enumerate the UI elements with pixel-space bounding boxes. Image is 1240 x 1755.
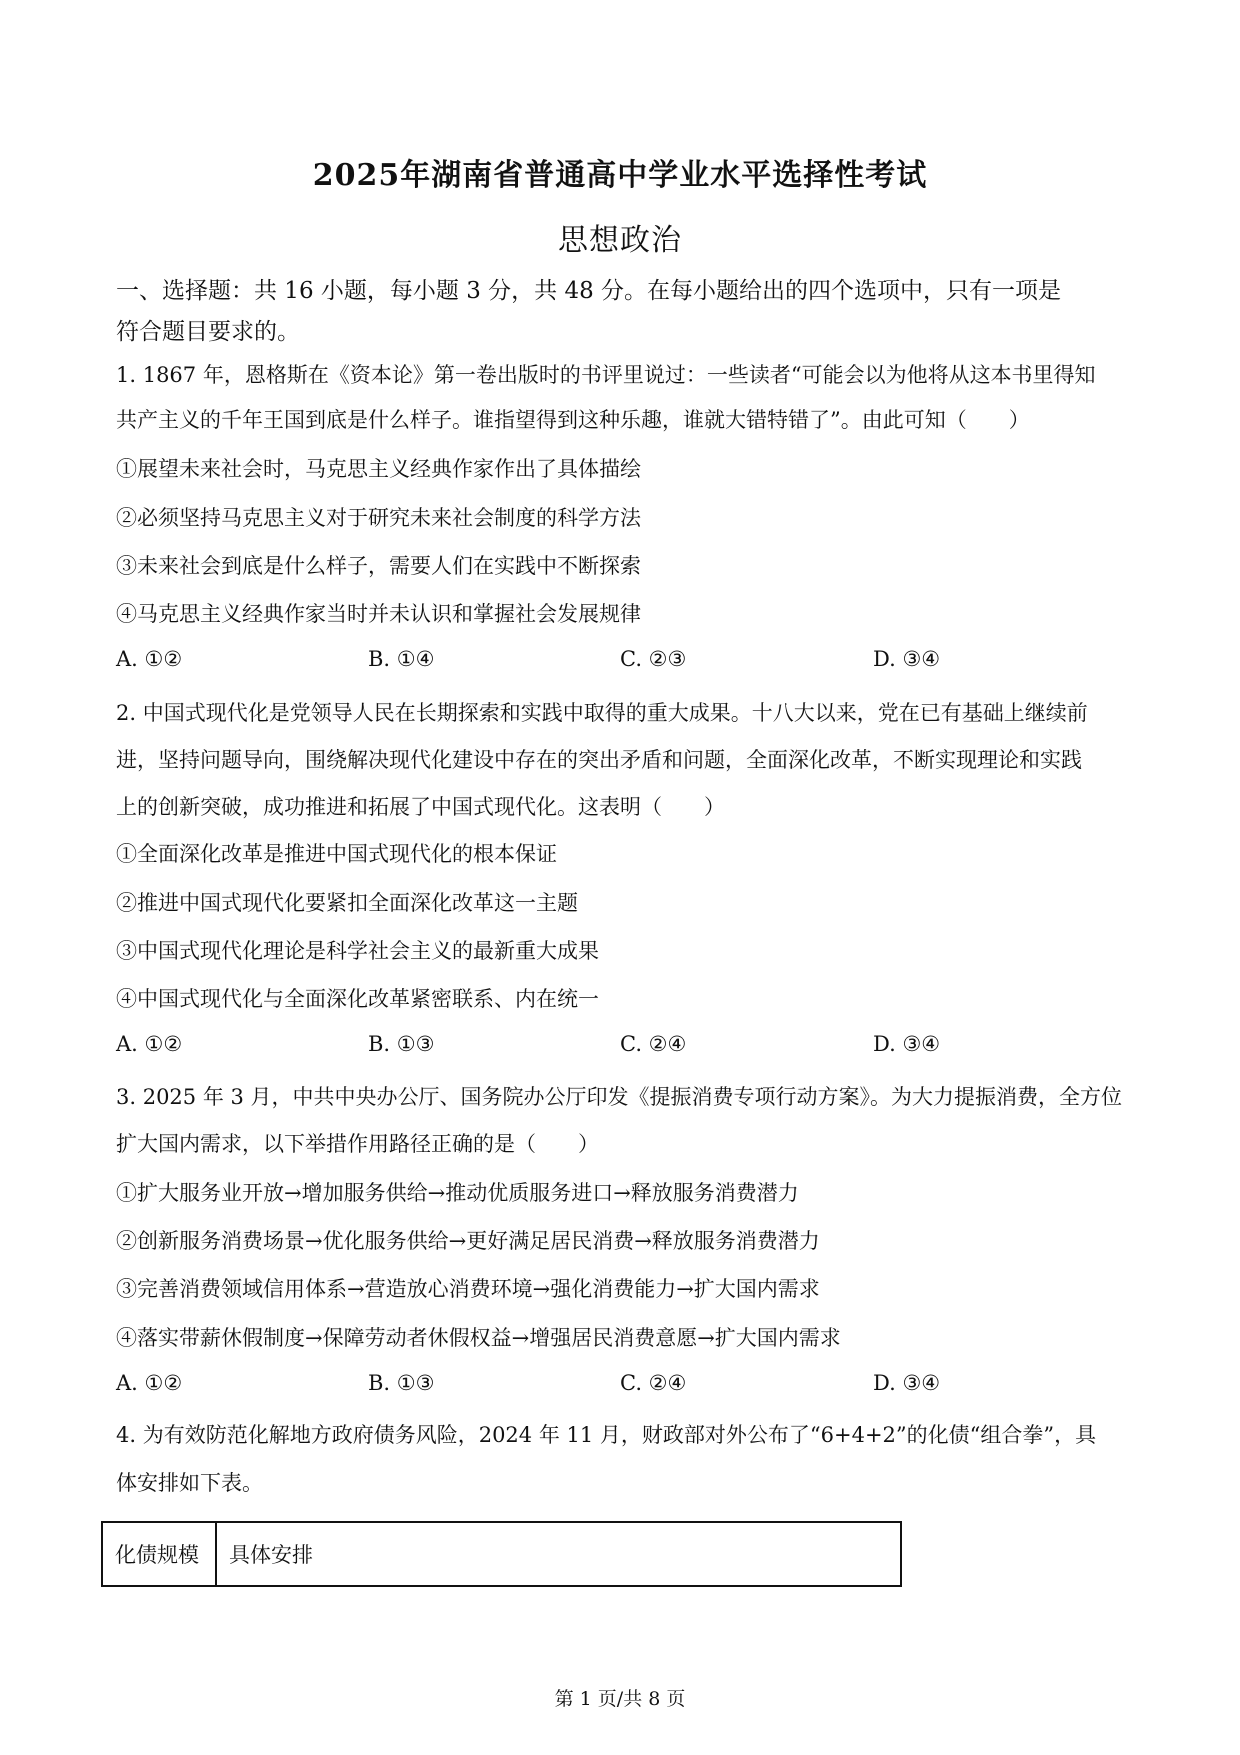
q2-stem-line-2: 进，坚持问题导向，围绕解决现代化建设中存在的突出矛盾和问题，全面深化改革，不断实现理论和实践 [116, 748, 1082, 772]
q1-stem-line-1: 1. 1867 年，恩格斯在《资本论》第一卷出版时的书评里说过：一些读者“可能会以为他将从这本书里得知 [116, 363, 1096, 387]
q1-option-d[interactable]: D. ③④ [873, 647, 941, 671]
table-header-arrangement: 具体安排 [216, 1522, 901, 1586]
q3-item-3: ③完善消费领域信用体系→营造放心消费环境→强化消费能力→扩大国内需求 [116, 1277, 820, 1301]
q2-item-3: ③中国式现代化理论是科学社会主义的最新重大成果 [116, 939, 599, 963]
q1-option-c[interactable]: C. ②③ [620, 647, 687, 671]
q1-option-a[interactable]: A. ①② [116, 647, 183, 671]
q2-options [116, 1032, 1136, 1062]
q2-stem-line-3: 上的创新突破，成功推进和拓展了中国式现代化。这表明（ ） [116, 795, 725, 819]
exam-title: 2025年湖南省普通高中学业水平选择性考试 [312, 158, 928, 193]
section-instructions-line-1: 一、选择题：共 16 小题，每小题 3 分，共 48 分。在每小题给出的四个选项中，只有一项是 [116, 278, 1062, 304]
q2-item-4: ④中国式现代化与全面深化改革紧密联系、内在统一 [116, 987, 599, 1011]
q1-item-4: ④马克思主义经典作家当时并未认识和掌握社会发展规律 [116, 602, 641, 626]
q2-item-2: ②推进中国式现代化要紧扣全面深化改革这一主题 [116, 891, 578, 915]
q2-option-d[interactable]: D. ③④ [873, 1032, 941, 1056]
table-header-scale: 化债规模 [102, 1522, 216, 1586]
q3-option-d[interactable]: D. ③④ [873, 1371, 941, 1395]
q3-item-1: ①扩大服务业开放→增加服务供给→推动优质服务进口→释放服务消费潜力 [116, 1181, 799, 1205]
debt-arrangement-table [101, 1521, 902, 1587]
q1-item-2: ②必须坚持马克思主义对于研究未来社会制度的科学方法 [116, 506, 641, 530]
q1-options [116, 647, 1136, 677]
q2-item-1: ①全面深化改革是推进中国式现代化的根本保证 [116, 842, 557, 866]
q1-option-b[interactable]: B. ①④ [368, 647, 435, 671]
subject-title: 思想政治 [558, 223, 682, 258]
section-instructions-line-2: 符合题目要求的。 [116, 319, 300, 345]
q3-stem-line-1: 3. 2025 年 3 月，中共中央办公厅、国务院办公厅印发《提振消费专项行动方案》。为大力提振消费，全方位 [116, 1085, 1123, 1109]
q2-option-b[interactable]: B. ①③ [368, 1032, 435, 1056]
q3-item-4: ④落实带薪休假制度→保障劳动者休假权益→增强居民消费意愿→扩大国内需求 [116, 1326, 841, 1350]
q1-item-1: ①展望未来社会时，马克思主义经典作家作出了具体描绘 [116, 457, 641, 481]
q2-option-c[interactable]: C. ②④ [620, 1032, 687, 1056]
q2-option-a[interactable]: A. ①② [116, 1032, 183, 1056]
table-header-row [102, 1522, 901, 1586]
q4-stem-line-1: 4. 为有效防范化解地方政府债务风险，2024 年 11 月，财政部对外公布了“6+4+2”的化债“组合拳”，具 [116, 1423, 1097, 1447]
q3-item-2: ②创新服务消费场景→优化服务供给→更好满足居民消费→释放服务消费潜力 [116, 1229, 820, 1253]
page-number: 第 1 页/共 8 页 [554, 1688, 686, 1710]
q4-stem-line-2: 体安排如下表。 [116, 1471, 263, 1495]
q1-stem-line-2: 共产主义的千年王国到底是什么样子。谁指望得到这种乐趣，谁就大错特错了”。由此可知（ ） [116, 408, 1030, 432]
q2-stem-line-1: 2. 中国式现代化是党领导人民在长期探索和实践中取得的重大成果。十八大以来，党在已有基础上继续前 [116, 701, 1088, 725]
q3-option-c[interactable]: C. ②④ [620, 1371, 687, 1395]
q3-stem-line-2: 扩大国内需求，以下举措作用路径正确的是（ ） [116, 1132, 599, 1156]
q3-option-b[interactable]: B. ①③ [368, 1371, 435, 1395]
q3-option-a[interactable]: A. ①② [116, 1371, 183, 1395]
q3-options [116, 1371, 1136, 1401]
q1-item-3: ③未来社会到底是什么样子，需要人们在实践中不断探索 [116, 554, 641, 578]
